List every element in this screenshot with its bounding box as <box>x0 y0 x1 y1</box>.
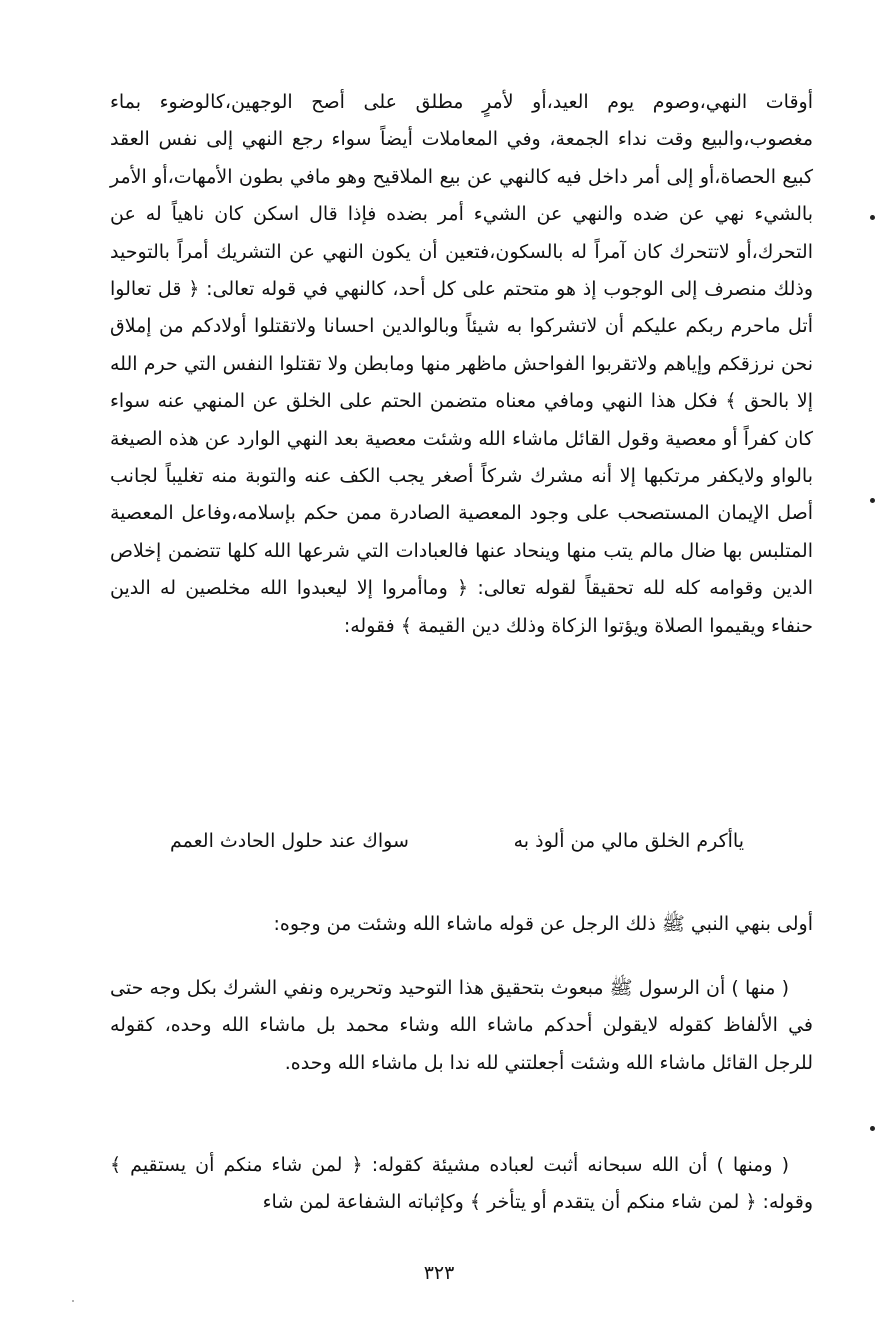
verse-first-hemistich: ياأكرم الخلق مالي من ألوذ به <box>513 830 744 852</box>
page-number: ٣٢٣ <box>423 1262 455 1284</box>
scan-speck <box>72 1300 74 1302</box>
poetry-verse <box>130 822 770 860</box>
margin-dot <box>870 1126 875 1131</box>
paragraph-reason-two: ( ومنها ) أن الله سبحانه أثبت لعباده مشيئة كقوله: ﴿ لمن شاء منكم أن يستقيم ﴾ وقوله: ﴿ لمن شاء منكم أن يتقدم أو يتأخر ﴾ وكإثباته الشفاعة لمن شاء <box>110 1154 813 1214</box>
paragraph-main: أوقات النهي،وصوم يوم العيد،أو لأمرٍ مطلق على أصح الوجهين،كالوضوء بماء مغصوب،والبيع وقت نداء الجمعة، وفي المعاملات أيضاً سواء رجع النهي إلى نفس العقد كبيع الحصاة،أو إلى أمر داخل فيه كالنهي عن بيع الملاقيح وهو مافي بطون الأمهات،أو الأمر بالشيء نهي عن ضده والنهي عن الشيء أمر بضده فإذا قال اسكن كان ناهياً له عن التحرك،أو لاتتحرك كان آمراً له بالسكون،فتعين أن يكون النهي عن التشريك أمراً بالتوحيد وذلك منصرف إلى الوجوب إذ هو متحتم على كل أحد، كالنهي في قوله تعالى: ﴿ قل تعالوا أتل ماحرم ربكم عليكم أن لاتشركوا به شيئاً وبالوالدين احسانا ولاتقتلوا أولادكم من إملاق نحن نرزقكم وإياهم ولاتقربوا الفواحش ماظهر منها ومابطن ولا تقتلوا النفس التي حرم الله إلا بالحق ﴾ فكل هذا النهي ومافي معناه متضمن الحتم على الخلق عن المنهي عنه سواء كان كفراً أو معصية وقول القائل ماشاء الله وشئت معصية بعد النهي الوارد عن هذه الصيغة بالواو ولايكفر مرتكبها إلا أنه مشرك شركاً أصغر يجب الكف عنه والتوبة منه تغليباً لجانب أصل الإيمان المستصحب على وجود المعصية الصادرة ممن حكم بإسلامه،وفاعل المعصية المتلبس بها ضال مالم يتب منها وينحاد عنها فالعبادات التي شرعها الله كلها تتضمن إخلاص الدين وقوامه كله لله تحقيقاً لقوله تعالى: ﴿ وماأمروا إلا ليعبدوا الله مخلصين له الدين حنفاء ويقيموا الصلاة ويؤتوا الزكاة وذلك دين القيمة ﴾ فقوله: <box>110 91 813 637</box>
verse-second-hemistich: سواك عند حلول الحادث العمم <box>170 830 409 852</box>
margin-dot <box>870 498 875 503</box>
paragraph-reason-one: ( منها ) أن الرسول ﷺ مبعوث بتحقيق هذا التوحيد وتحريره ونفي الشرك بكل وجه حتى في الألفاظ كقوله لايقولن أحدكم ماشاء الله وشاء محمد بل ماشاء الله وحده، كقوله للرجل القائل ماشاء الله وشئت أجعلتني لله ندا بل ماشاء الله وحده. <box>110 977 813 1074</box>
paragraph-intro-reasons: أولى بنهي النبي ﷺ ذلك الرجل عن قوله ماشاء الله وشئت من وجوه: <box>273 913 813 935</box>
margin-dot <box>870 215 875 220</box>
